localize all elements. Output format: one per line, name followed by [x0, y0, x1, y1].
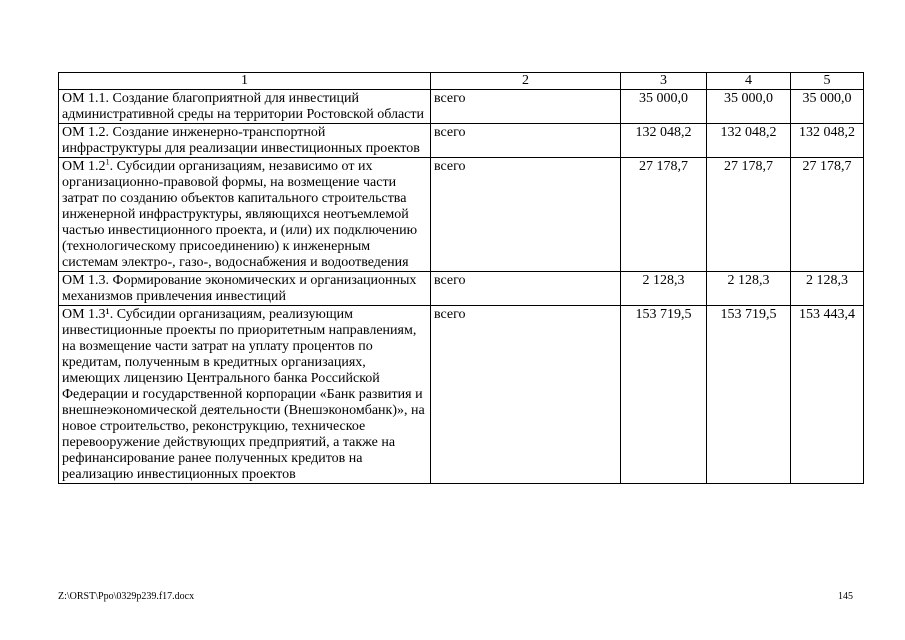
table-row: [59, 124, 864, 158]
row-description: [59, 158, 431, 272]
row-type: всего: [431, 306, 621, 484]
table-row: [59, 272, 864, 306]
row-value-5: 35 000,0: [791, 90, 864, 124]
footer-page-number: 145: [838, 591, 853, 602]
row-value-3: 2 128,3: [621, 272, 707, 306]
description-text: ОМ 1.3. Формирование экономических и организационных механизмов привлечения инвестиций: [62, 273, 417, 304]
column-header-4: 4: [707, 73, 791, 90]
row-value-4: 2 128,3: [707, 272, 791, 306]
row-description: [59, 90, 431, 124]
header-row: [59, 73, 864, 90]
row-value-3: 35 000,0: [621, 90, 707, 124]
description-text: ОМ 1.1. Создание благоприятной для инвестиций административной среды на территории Ростовской области: [62, 91, 425, 122]
description-text-continued: . Субсидии организациям, независимо от их организационно-правовой формы, на возмещение части затрат по созданию объектов капитального строительства инженерной инфраструктуры, являющихся неотъемлемой частью инвестиционного проекта, и (или) их подключению (технологическому присоединению) к инженерным системам электро-, газо-, водоснабжения и водоотведения: [62, 159, 418, 270]
row-value-5: 2 128,3: [791, 272, 864, 306]
table-row: [59, 90, 864, 124]
column-header-5: 5: [791, 73, 864, 90]
row-value-4: 27 178,7: [707, 158, 791, 272]
description-text: ОМ 1.2. Создание инженерно-транспортной инфраструктуры для реализации инвестиционных проектов: [62, 125, 420, 156]
row-value-3: 153 719,5: [621, 306, 707, 484]
row-value-4: 153 719,5: [707, 306, 791, 484]
column-header-3: 3: [621, 73, 707, 90]
footer-file-path: Z:\ORST\Ppo\0329p239.f17.docx: [58, 591, 195, 602]
row-value-4: 132 048,2: [707, 124, 791, 158]
row-type: всего: [431, 124, 621, 158]
row-type: всего: [431, 158, 621, 272]
column-header-2: 2: [431, 73, 621, 90]
row-value-5: 27 178,7: [791, 158, 864, 272]
description-superscript: 1: [105, 157, 110, 167]
row-type: всего: [431, 272, 621, 306]
row-description: [59, 272, 431, 306]
row-type: всего: [431, 90, 621, 124]
row-value-5: 132 048,2: [791, 124, 864, 158]
row-value-3: 27 178,7: [621, 158, 707, 272]
table-row: [59, 306, 864, 484]
budget-table: [58, 72, 864, 484]
row-value-3: 132 048,2: [621, 124, 707, 158]
row-description: [59, 306, 431, 484]
description-text: ОМ 1.2: [62, 159, 106, 174]
row-value-4: 35 000,0: [707, 90, 791, 124]
row-description: [59, 124, 431, 158]
description-text: ОМ 1.3¹. Субсидии организациям, реализующим инвестиционные проекты по приоритетным направлениям, на возмещение части затрат на уплату процентов по кредитам, полученным в кредитных организациях, имеющих лицензию Центрального банка Российской Федерации и государственной корпорации «Банк развития и внешнеэкономической деятельности (Внешэкономбанк)», на новое строительство, реконструкцию, техническое перевооружение действующих предприятий, а также на рефинансирование ранее полученных кредитов на реализацию инвестиционных проектов: [62, 307, 425, 482]
row-value-5: 153 443,4: [791, 306, 864, 484]
table-row: [59, 158, 864, 272]
column-header-1: 1: [59, 73, 431, 90]
